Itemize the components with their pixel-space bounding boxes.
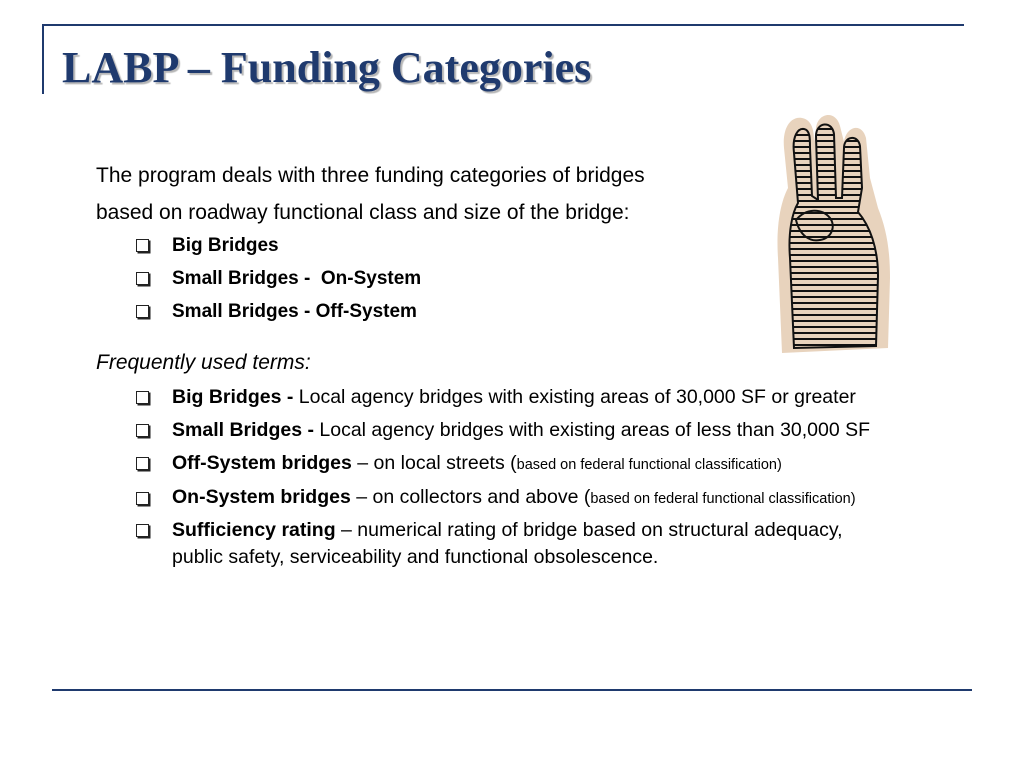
term-item (134, 485, 894, 511)
intro-text (96, 157, 776, 231)
term-item (134, 384, 894, 411)
category-item (134, 265, 421, 298)
term-item (134, 450, 894, 479)
term-name: Small Bridges - (172, 419, 314, 441)
checkbox-bullet-icon (136, 272, 149, 285)
checkbox-bullet-icon (136, 424, 149, 437)
category-label: Small Bridges - On-System (172, 268, 422, 289)
term-definition: – on collectors and above ( (350, 486, 591, 508)
intro-line-2: based on roadway functional class and size of the bridge: (96, 201, 630, 224)
category-item (134, 298, 421, 331)
term-definition: Local agency bridges with existing areas of less than 30,000 SF (313, 419, 871, 441)
term-definition: Local agency bridges with existing areas of 30,000 SF or greater (293, 386, 856, 408)
three-fingers-hand-icon (770, 108, 900, 368)
checkbox-bullet-icon (136, 457, 149, 470)
term-item (134, 517, 894, 571)
terms-heading: Frequently used terms: (96, 351, 311, 374)
top-border-line (42, 24, 964, 26)
term-note: based on federal functional classification) (516, 457, 782, 473)
left-border-line (42, 24, 44, 94)
checkbox-bullet-icon (136, 239, 149, 252)
term-definition: – on local streets ( (351, 452, 517, 474)
term-definition: – numerical rating of bridge based on structural adequacy, public safety, serviceability and functional obsolescence. (172, 519, 843, 568)
term-name: Sufficiency rating (172, 519, 336, 541)
term-note: based on federal functional classification) (590, 491, 856, 507)
slide-title: LABP – Funding Categories (62, 43, 592, 92)
category-list (134, 232, 421, 331)
checkbox-bullet-icon (136, 524, 149, 537)
term-name: On-System bridges (172, 486, 351, 508)
term-name: Big Bridges - (172, 386, 294, 408)
category-label: Big Bridges (172, 235, 279, 256)
bottom-border-line (52, 689, 972, 691)
checkbox-bullet-icon (136, 492, 149, 505)
terms-list (134, 384, 894, 577)
checkbox-bullet-icon (136, 391, 149, 404)
category-item (134, 232, 421, 265)
category-label: Small Bridges - Off-System (172, 301, 417, 322)
checkbox-bullet-icon (136, 305, 149, 318)
term-item (134, 417, 894, 444)
term-name: Off-System bridges (172, 452, 352, 474)
intro-line-1: The program deals with three funding categories of bridges (96, 164, 645, 187)
